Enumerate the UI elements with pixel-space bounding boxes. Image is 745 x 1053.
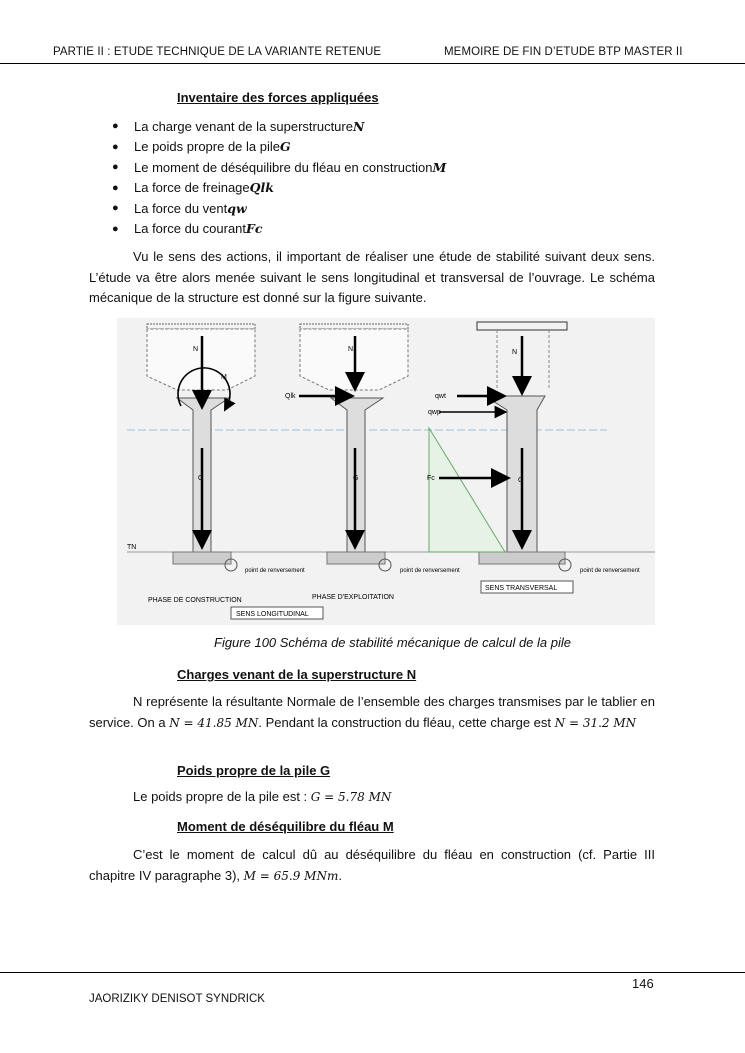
phase-construction-label: PHASE DE CONSTRUCTION bbox=[148, 597, 242, 604]
tn-label: TN bbox=[127, 544, 137, 551]
list-item: ● La charge venant de la superstructure N bbox=[112, 118, 365, 134]
label-qlk: Qlk bbox=[285, 393, 296, 400]
figure-caption: Figure 100 Schéma de stabilité mécanique de calcul de la pile bbox=[214, 635, 571, 650]
header-right: MEMOIRE DE FIN D’ETUDE BTP MASTER II bbox=[444, 46, 683, 58]
footer-rule bbox=[0, 972, 745, 973]
overturn-label-2: point de renversement bbox=[400, 568, 460, 574]
heading-m: Moment de déséquilibre du fléau M bbox=[177, 819, 394, 834]
label-n-1: N bbox=[193, 346, 199, 353]
paragraph-n: N représente la résultante Normale de l’ensemble des charges transmises par le tablier en service. On a N = 41.85 MN. Pendant la construction du fléau, cette charge est N = 31.2 MN bbox=[89, 694, 655, 730]
list-item: ● Le moment de déséquilibre du fléau en construction M bbox=[112, 159, 447, 175]
sens-longitudinal-label: SENS LONGITUDINAL bbox=[236, 611, 309, 618]
footer-author: JAORIZIKY DENISOT SYNDRICK bbox=[89, 993, 265, 1005]
label-fc: Fc bbox=[427, 475, 435, 482]
label-g-1: G bbox=[198, 475, 204, 482]
overturn-label-1: point de renversement bbox=[245, 568, 305, 574]
list-item: ● La force de freinage Qlk bbox=[112, 180, 274, 196]
list-item: ● Le poids propre de la pile G bbox=[112, 139, 291, 155]
header-left: PARTIE II : ETUDE TECHNIQUE DE LA VARIANTE RETENUE bbox=[53, 46, 382, 58]
label-n-2: N bbox=[348, 346, 354, 353]
stability-figure bbox=[117, 318, 655, 625]
phase-exploitation-label: PHASE D'EXPLOITATION bbox=[312, 594, 394, 601]
sens-transversal-label: SENS TRANSVERSAL bbox=[485, 585, 558, 592]
label-m: M bbox=[221, 374, 227, 381]
paragraph-m: C’est le moment de calcul dû au déséquilibre du fléau en construction (cf. Partie III chapitre IV paragraphe 3), M = 65.9 MNm. bbox=[89, 847, 655, 883]
heading-g: Poids propre de la pile G bbox=[177, 763, 331, 778]
label-g-3: G bbox=[518, 477, 524, 484]
heading-n: Charges venant de la superstructure N bbox=[177, 667, 417, 682]
label-n-3: N bbox=[512, 349, 518, 356]
forces-heading: Inventaire des forces appliquées bbox=[177, 90, 379, 105]
label-g-2: G bbox=[353, 475, 359, 482]
page-number: 146 bbox=[632, 976, 654, 991]
paragraph-g: Le poids propre de la pile est : G = 5.78 MN bbox=[133, 789, 392, 804]
forces-list bbox=[112, 116, 446, 239]
intro-paragraph: Vu le sens des actions, il important de réaliser une étude de stabilité suivant deux sens. L’étude va être alors menée suivant le sens longitudinal et transversal de l’ouvrage. Le schéma mécanique de la structure est donné sur la figure suivante. bbox=[89, 249, 655, 305]
list-item: ● La force du courant Fc bbox=[112, 221, 263, 237]
label-qwp: qwp bbox=[428, 409, 441, 416]
list-item: ● La force du vent qw bbox=[112, 200, 247, 216]
header-rule bbox=[0, 63, 745, 64]
overturn-label-3: point de renversement bbox=[580, 568, 640, 574]
label-qwt: qwt bbox=[435, 393, 446, 400]
